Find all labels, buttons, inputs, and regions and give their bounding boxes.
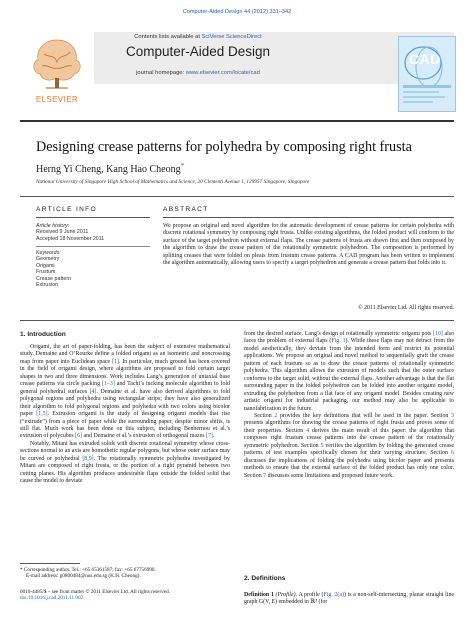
abstract-heading: ABSTRACT [163, 206, 209, 213]
title-rule [20, 196, 454, 197]
article-title: Designing crease patterns for polyhedra by composing right frusta [36, 139, 412, 155]
introduction-body [20, 344, 230, 486]
footnote-line: * Corresponding author. Tel.: +65 65361587; fax: +65 67756990. [20, 567, 156, 573]
footnote-rule [20, 563, 80, 564]
article-info-rule [36, 217, 150, 218]
abstract-copyright: © 2011 Elsevier Ltd. All rights reserved. [358, 305, 454, 311]
citation-link[interactable]: [4] [89, 388, 97, 395]
article-history [36, 223, 156, 242]
issn-line: 0010-4485/$ – see front matter © 2011 Elsevier Ltd. All rights reserved. [20, 589, 170, 595]
footnote-mark: * [20, 567, 23, 573]
history-label: Article history: [36, 223, 70, 229]
keywords-block [36, 250, 156, 288]
definition-name: (Profile). [273, 592, 298, 598]
section-link[interactable]: 5 [320, 442, 324, 449]
history-rule [36, 246, 150, 247]
keyword-item: Extrusion [36, 282, 59, 289]
definitions-heading: 2. Definitions [244, 575, 286, 582]
doi-link[interactable]: doi:10.1016/j.cad.2011.11.002 [20, 595, 84, 602]
section-link[interactable]: 4 [306, 427, 310, 434]
journal-homepage [20, 70, 376, 76]
corresponding-author-mark[interactable]: * [180, 162, 185, 170]
citation-link[interactable]: [7] [206, 433, 213, 440]
citation-link[interactable]: [1–3] [102, 381, 115, 388]
section-link[interactable]: 7 [263, 472, 267, 479]
right-column-body [244, 331, 454, 480]
keyword-item: Frustum [36, 269, 56, 276]
homepage-link[interactable]: www.elsevier.com/locate/cad [185, 70, 260, 76]
definition-paragraph: Definition 1 (Profile). A profile (Fig. 2(a)) is a non-self-intersecting, planar straight line graph G(V, E) embedded in ℝ³ (for [244, 592, 455, 606]
citation-link[interactable]: [1] [112, 358, 119, 365]
cover-label: CAD [409, 51, 441, 67]
intro-paragraph: Notably, Mitani has extruded solids with discrete rotational symmetry whose cross-sections normal to an axis are homothetic regular polygons, but whose outer surface may be curved or polyhedral [8,9]. The rotationally symmetric polyhedra investigated by Mitani are composed of right frusta, or the portion of a right pyramid between two cutting planes. His algorithm produces undesirable flaps outside the folded solid that cause the model to deviate [20, 440, 230, 485]
definition-1 [244, 592, 454, 607]
author-affiliation: National University of Singapore High School of Mathematics and Science, 20 Clementi Avenue 1, 129957 Singapore, Singapore [36, 179, 310, 185]
intro-paragraph: Origami, the art of paper-folding, has been the subject of extensive mathematical study. Demaine and O’Rourke define a folded origami as an isometric and noncrossing map from paper into Euclidean space [1]. In particular, much ground has been covered in the field of origami design, where algorithms are proposed to fold certain target shapes in two and three dimensions. Work includes Lang’s generation of uniaxial base crease patterns via circle packing [1–3] and Tachi’s tucking molecule algorithm to fold general polyhedral surfaces [4]. Demaine et al. have also derived algorithms to fold polygonal regions and polyhedra using rectangular strips; they have also generalized their algorithm to fold polygonal regions and polyhedra with two colors using bicolor paper [1,5]. Extrusion origami is the study of designing origami models that rise (“extrude”) from a piece of paper while the surrounding paper, despite minor shifts, is still flat. Much work has been done on this subject, including Benbernou et al.’s extrusion of polycubes [6] and Demaine et al.’s extrusion of orthogonal mazes [7]. [20, 344, 230, 440]
contents-prefix: Contents lists available at [134, 34, 202, 40]
footnote-email[interactable]: E-mail address: g0800484@nus.edu.sg (K.H. Cheong). [26, 573, 141, 580]
elsevier-tree-logo [20, 32, 94, 92]
keyword-item: Geometry [36, 256, 60, 263]
journal-cover-thumbnail [398, 36, 456, 112]
keywords-label: Keywords: [36, 250, 61, 256]
figure-link[interactable]: Fig. 1 [331, 338, 346, 345]
section-link[interactable]: 6 [451, 450, 454, 457]
introduction-heading: 1. Introduction [20, 331, 66, 338]
figure-link[interactable]: Fig. 2(a) [323, 592, 344, 598]
homepage-prefix: journal homepage: [136, 70, 186, 76]
footnote [20, 567, 230, 580]
journal-title: Computer-Aided Design [125, 44, 271, 59]
section-link[interactable]: 3 [451, 412, 454, 419]
citation-link[interactable]: [10] [433, 331, 443, 337]
contents-availability [20, 34, 376, 40]
section-link[interactable]: 2 [274, 412, 278, 419]
keyword-item: Origami [36, 262, 55, 269]
accepted-date: Accepted 18 November 2011 [36, 235, 105, 242]
author-names: Herng Yi Cheng, Kang Hao Cheong [36, 164, 181, 175]
article-authors [36, 162, 184, 175]
abstract-rule [163, 217, 454, 218]
journal-citation: Computer-Aided Design 44 (2012) 331–342 [182, 9, 292, 15]
publisher-wordmark: ELSEVIER [35, 95, 79, 104]
abstract-bottom-rule [20, 320, 454, 321]
citation-link[interactable]: [6] [75, 433, 83, 440]
issn-block [20, 589, 230, 602]
keyword-item: Crease pattern [36, 275, 72, 282]
header-rule [20, 120, 454, 122]
body-paragraph: from the desired surface. Lang’s design of rotationally symmetric origami pots [10] also faces the problem of external flaps (Fig. 1). While these flaps may not detract from the model aesthetically, they deviate from the intended form and restrict its potential applications. We propose an original and novel method to sequentially graft the crease pattern of each frustum so as to draw the crease patterns of rotationally symmetric polyhedra. This algorithm allows the extrusion of models such that the outer surface conforms to the target solid, without the external flaps. Another advantage is that the flat surrounding paper in the folded polyhedron can be folded into another origami model, extruding the polyhedron from a flat face of any origami model. Besides creating new artistic origami for industrial packaging, our method may also be applicable to nanofabrication in the future. [244, 331, 454, 412]
received-date: Received 9 June 2011 [36, 229, 89, 236]
sciencedirect-link[interactable]: SciVerse ScienceDirect [201, 34, 262, 40]
body-paragraph: Section 2 provides the key definitions that will be used in the paper. Section 3 presents algorithms for drawing the crease patterns of right frusta and proves some of their properties. Section 4 derives the main result of this paper: the algorithm that composes right frustum crease patterns into the crease pattern of the rotationally symmetric polyhedron. Section 5 verifies the algorithm by folding the generated crease patterns of test examples specifically chosen for their varying structure. Section 6 discusses the implications of folding the polyhedra using bicolor paper and presents methods to ensure that the external surface of the folded product has only one color. Section 7 discusses some limitations and proposed future work. [244, 412, 454, 479]
article-info-heading: ARTICLE INFO [36, 206, 97, 213]
citation-link[interactable]: [8,9] [82, 455, 94, 462]
definition-label: Definition 1 [244, 592, 274, 598]
abstract-text: We propose an original and novel algorithm for the automatic development of crease patterns for certain polyhedra with discrete rotational symmetry by composing right frusta. Unlike existing algorithms, the folded product will conform to the surface of the target polyhedron without external flaps. The crease patterns of frusta are drawn first and then composed by the algorithm to draw the crease pattern of the rotationally symmetric polyhedron. The composition is performed by splitting creases that were folded on pleats from frustum crease patterns. A CAD program has been written to implement the algorithm automatically, allowing users to specify a target polyhedron and generate a crease pattern that folds into it. [163, 223, 454, 267]
citation-link[interactable]: [1,5] [36, 411, 48, 418]
